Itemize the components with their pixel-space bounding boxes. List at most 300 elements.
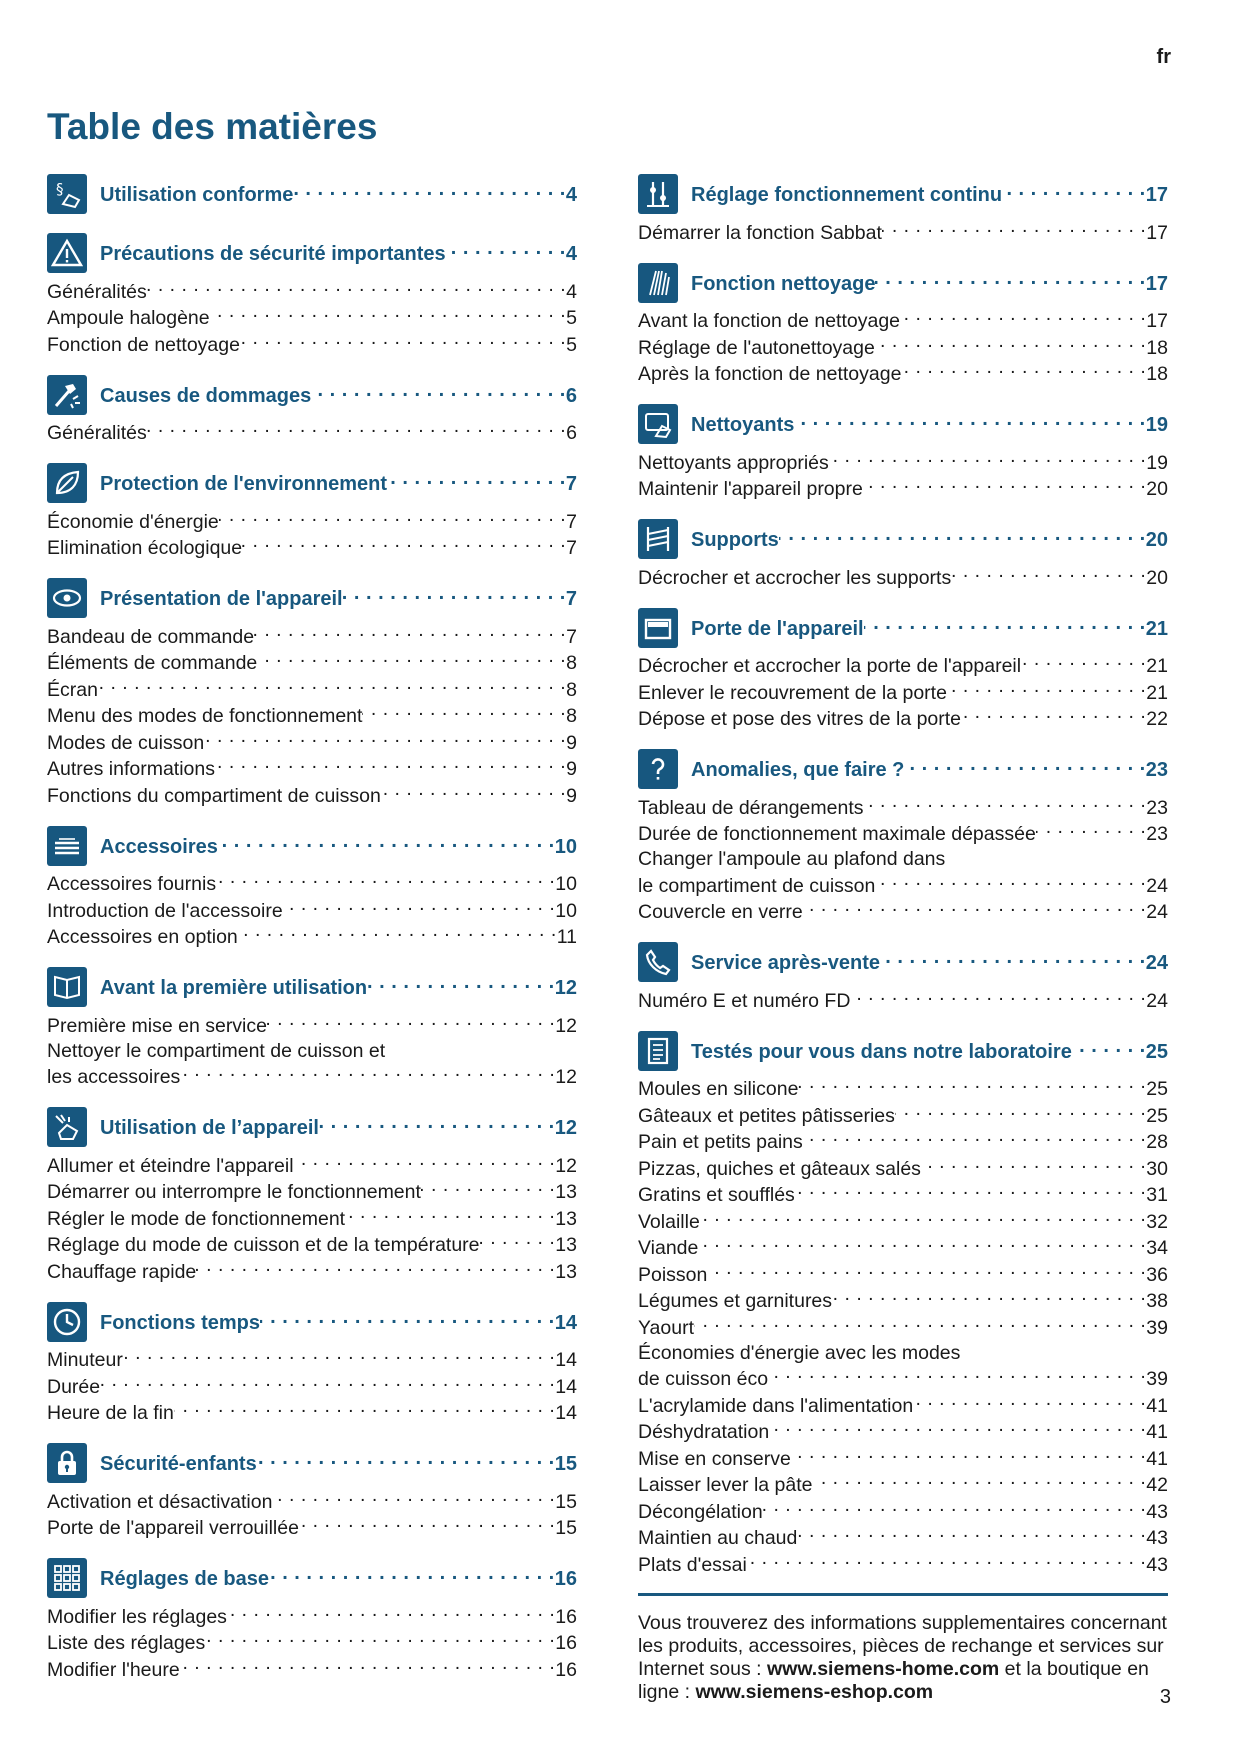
dot-leader <box>803 899 1147 919</box>
toc-entry[interactable] <box>638 1182 1168 1209</box>
toc-section-heading[interactable] <box>638 1029 1168 1073</box>
toc-entries <box>638 987 1168 1014</box>
entry-title: Économie d'énergie <box>47 510 219 533</box>
dot-leader <box>875 270 1145 290</box>
entry-page: 15 <box>555 1490 577 1513</box>
toc-section <box>47 461 577 561</box>
dot-leader <box>947 679 1146 699</box>
toc-entry[interactable] <box>638 1366 1168 1393</box>
dot-leader <box>1021 653 1146 673</box>
toc-section <box>638 261 1168 388</box>
entry-title: Plats d'essai <box>638 1553 747 1576</box>
dot-leader <box>863 476 1146 496</box>
toc-heading-line <box>691 270 1168 296</box>
dot-leader <box>913 1392 1146 1412</box>
entry-page: 32 <box>1146 1210 1168 1233</box>
page-number: 3 <box>1159 1686 1171 1708</box>
toc-heading-line <box>100 181 577 207</box>
toc-section <box>47 824 577 951</box>
dot-leader <box>798 1076 1146 1096</box>
dot-leader <box>260 1309 555 1329</box>
section-title: Fonctions temps <box>100 1311 261 1334</box>
toc-entry[interactable] <box>638 219 1168 246</box>
dot-leader <box>257 1450 555 1470</box>
entry-title: Durée de fonctionnement maximale dépassée <box>638 823 1036 845</box>
entry-page: 36 <box>1146 1263 1168 1286</box>
toc-entry[interactable] <box>47 1400 577 1427</box>
entry-page: 19 <box>1146 451 1168 474</box>
entry-title: Première mise en service <box>47 1014 267 1037</box>
entry-page: 13 <box>555 1234 577 1256</box>
dot-leader <box>343 585 566 605</box>
toc-heading-line <box>100 382 577 408</box>
toc-entry[interactable] <box>638 1392 1168 1419</box>
toc-heading-line <box>691 526 1168 552</box>
toc-heading-line <box>100 1309 577 1335</box>
entry-title: Heure de la fin <box>47 1402 174 1424</box>
section-page: 17 <box>1145 272 1168 295</box>
dot-leader <box>215 756 566 776</box>
toc-section <box>47 373 577 447</box>
toc-entry[interactable] <box>47 729 577 756</box>
toc-section-heading[interactable] <box>638 606 1168 650</box>
entry-title: Activation et désactivation <box>47 1490 273 1513</box>
toc-section-heading[interactable] <box>638 261 1168 305</box>
toc-heading-line <box>100 1450 577 1476</box>
toc-entry[interactable] <box>638 1208 1168 1235</box>
entry-title: Généralités <box>47 280 147 303</box>
page-title: Table des matières <box>47 106 378 147</box>
toc-right-column <box>638 172 1168 1704</box>
toc-entry[interactable] <box>47 1064 577 1091</box>
entry-page: 13 <box>555 1207 577 1230</box>
toc-section-heading[interactable] <box>638 172 1168 216</box>
dot-leader <box>895 1102 1146 1122</box>
toc-heading-line <box>100 974 577 1000</box>
entry-title: Menu des modes de fonctionnement <box>47 705 363 727</box>
toc-entry[interactable] <box>638 653 1168 680</box>
section-title: Avant la première utilisation <box>100 977 368 999</box>
toc-entry[interactable] <box>638 449 1168 476</box>
toc-entry[interactable] <box>638 872 1168 899</box>
toc-entry[interactable] <box>47 897 577 924</box>
toc-entry[interactable] <box>638 1525 1168 1552</box>
entry-title: Modifier l'heure <box>47 1658 180 1681</box>
toc-section-heading[interactable] <box>47 824 577 868</box>
website-link[interactable]: www.siemens-home.com <box>767 1657 1000 1680</box>
entry-title: Viande <box>638 1237 699 1259</box>
entry-page: 43 <box>1146 1553 1168 1576</box>
lock-icon <box>47 1443 87 1483</box>
dot-leader <box>240 331 566 351</box>
toc-section-heading[interactable] <box>47 1300 577 1344</box>
section-page: 7 <box>565 588 577 610</box>
toc-entry[interactable] <box>47 1012 577 1039</box>
hammer-damage-icon <box>47 375 87 415</box>
entry-title: L'acrylamide dans l'alimentation <box>638 1394 914 1417</box>
toc-entry[interactable] <box>638 1419 1168 1446</box>
dot-leader <box>791 1445 1146 1465</box>
entry-title: Volaille <box>638 1210 700 1233</box>
info-paragraph <box>638 1612 1168 1704</box>
dot-leader <box>216 871 555 891</box>
info-text-1: Vous trouverez des informations supplementaires concernant les produits, accessoires, pièces de rechange et services sur Internet sous : <box>638 1611 1167 1680</box>
entry-page: 18 <box>1146 336 1168 359</box>
section-title: Testés pour vous dans notre laboratoire <box>691 1040 1072 1063</box>
toc-section <box>638 402 1168 502</box>
toc-entry[interactable] <box>47 1515 577 1542</box>
entry-page: 23 <box>1146 796 1168 819</box>
entry-page: 8 <box>566 652 577 674</box>
entry-title: Légumes et garnitures <box>638 1290 833 1312</box>
section-page: 10 <box>554 835 577 858</box>
toc-heading-line <box>100 833 577 859</box>
toc-section <box>47 231 577 358</box>
dot-leader <box>829 449 1147 469</box>
toc-entry[interactable] <box>47 1258 577 1285</box>
toc-entry[interactable] <box>47 676 577 703</box>
section-title: Précautions de sécurité importantes <box>100 243 446 265</box>
toc-entry[interactable] <box>47 623 577 650</box>
section-page: 12 <box>554 1117 577 1139</box>
entry-title: Dépose et pose des vitres de la porte <box>638 708 962 730</box>
dot-leader <box>98 676 566 696</box>
toc-entry[interactable] <box>638 476 1168 503</box>
dot-leader <box>1072 1038 1146 1058</box>
oven-door-icon <box>638 608 678 648</box>
toc-entry[interactable] <box>638 1129 1168 1156</box>
entry-page: 24 <box>1146 989 1168 1012</box>
toc-entry[interactable] <box>638 1288 1168 1315</box>
toc-section-heading[interactable] <box>47 172 577 216</box>
toc-section-heading[interactable] <box>638 747 1168 791</box>
section-page: 16 <box>554 1568 577 1590</box>
toc-entry[interactable] <box>47 508 577 535</box>
section-title: Anomalies, que faire ? <box>691 759 905 781</box>
toc-right-sections <box>638 172 1168 1578</box>
entry-page: 24 <box>1146 874 1168 897</box>
toc-heading-line <box>100 1565 577 1591</box>
section-page: 19 <box>1145 414 1168 436</box>
entry-page: 18 <box>1146 363 1168 385</box>
toc-section <box>47 576 577 809</box>
entry-page: 16 <box>555 1658 577 1681</box>
dot-leader <box>880 949 1146 969</box>
entry-title: Généralités <box>47 422 147 444</box>
entry-page: 20 <box>1146 566 1168 589</box>
entry-page: 10 <box>555 899 577 922</box>
section-title: Utilisation conforme <box>100 184 294 206</box>
entry-page: 25 <box>1146 1078 1168 1100</box>
toc-entry[interactable] <box>638 1445 1168 1472</box>
dot-leader <box>763 1498 1147 1518</box>
section-title: Protection de l'environnement <box>100 473 388 495</box>
section-title: Présentation de l'appareil <box>100 588 343 610</box>
toc-entries <box>47 420 577 447</box>
toc-entry[interactable] <box>638 564 1168 591</box>
toc-entry[interactable] <box>47 782 577 809</box>
section-page: 15 <box>554 1453 577 1475</box>
dot-leader <box>707 1261 1146 1281</box>
toc-entry[interactable] <box>638 1551 1168 1578</box>
entry-page: 23 <box>1146 823 1168 845</box>
toc-entry[interactable] <box>638 334 1168 361</box>
entry-page: 7 <box>566 625 577 648</box>
sponge-hand-icon <box>638 404 678 444</box>
question-icon <box>638 749 678 789</box>
toc-entry[interactable] <box>47 1152 577 1179</box>
entry-page: 28 <box>1146 1131 1168 1153</box>
toc-section-heading[interactable] <box>638 940 1168 984</box>
section-title: Causes de dommages <box>100 384 312 407</box>
section-page: 24 <box>1145 952 1168 974</box>
toc-section-heading[interactable] <box>638 517 1168 561</box>
entry-title: Décrocher et accrocher la porte de l'appareil <box>638 655 1022 677</box>
entry-title: Laisser lever la pâte <box>638 1474 813 1496</box>
entry-title: Gâteaux et petites pâtisseries <box>638 1104 895 1127</box>
entry-title: Écran <box>47 678 98 701</box>
toc-section-heading[interactable] <box>47 1441 577 1485</box>
toc-section-heading[interactable] <box>47 1556 577 1600</box>
toc-entry[interactable] <box>47 1603 577 1630</box>
toc-entry[interactable] <box>638 1314 1168 1341</box>
entry-title: Fonction de nettoyage <box>47 333 240 356</box>
entry-page: 14 <box>555 1375 577 1398</box>
toc-entry[interactable] <box>47 535 577 562</box>
toc-entry-first-line: Nettoyer le compartiment de cuisson et <box>47 1039 386 1062</box>
dot-leader <box>219 508 566 528</box>
toc-entry[interactable] <box>638 1498 1168 1525</box>
entry-page: 41 <box>1146 1421 1168 1443</box>
entry-title: Avant la fonction de nettoyage <box>638 310 901 332</box>
dot-leader <box>864 615 1146 635</box>
entry-page: 9 <box>566 784 577 807</box>
dot-leader <box>797 1525 1146 1545</box>
toc-entry[interactable] <box>638 1076 1168 1103</box>
toc-left-column <box>47 172 577 1698</box>
entry-page: 11 <box>556 926 577 948</box>
entry-title: Couvercle en verre <box>638 901 803 923</box>
toc-entry[interactable] <box>47 650 577 677</box>
dot-leader <box>480 1232 556 1252</box>
toc-entry[interactable] <box>47 1179 577 1206</box>
eshop-link[interactable]: www.siemens-eshop.com <box>695 1680 934 1703</box>
toc-section-heading[interactable] <box>47 965 577 1009</box>
svg-text:§: § <box>56 180 64 198</box>
toc-entry[interactable] <box>638 1235 1168 1262</box>
entry-page: 39 <box>1146 1316 1168 1339</box>
cleaning-icon <box>638 263 678 303</box>
entry-title: Maintenir l'appareil propre <box>638 478 863 500</box>
toc-entry[interactable] <box>47 1232 577 1259</box>
toc-entry[interactable] <box>638 794 1168 821</box>
section-title: Accessoires <box>100 835 218 858</box>
entry-title: Allumer et éteindre l'appareil <box>47 1154 294 1177</box>
entry-page: 22 <box>1146 708 1168 730</box>
toc-entry[interactable] <box>47 871 577 898</box>
dot-leader <box>698 1235 1146 1255</box>
dot-leader <box>1002 181 1146 201</box>
toc-section-heading[interactable] <box>47 373 577 417</box>
dot-leader <box>446 240 566 260</box>
toc-entry[interactable] <box>47 1488 577 1515</box>
toc-entries <box>47 278 577 358</box>
entry-title: Bandeau de commande <box>47 625 255 648</box>
toc-entry[interactable] <box>638 1472 1168 1499</box>
dot-leader <box>795 1182 1146 1202</box>
toc-entry[interactable] <box>47 278 577 305</box>
entry-title: Décrocher et accrocher les supports <box>638 566 952 589</box>
toc-section <box>638 606 1168 733</box>
dot-leader <box>1036 821 1146 841</box>
toc-section-heading[interactable] <box>638 402 1168 446</box>
toc-entries <box>638 449 1168 502</box>
toc-entry[interactable] <box>47 1373 577 1400</box>
entry-title: Modifier les réglages <box>47 1605 227 1628</box>
entry-title: Accessoires fournis <box>47 873 217 895</box>
entry-title: Démarrer ou interrompre le fonctionnement <box>47 1181 421 1203</box>
section-title: Réglage fonctionnement continu <box>691 184 1003 206</box>
toc-entry[interactable] <box>47 1630 577 1657</box>
dot-leader <box>875 334 1146 354</box>
toc-heading-line <box>691 756 1168 782</box>
toc-section-heading[interactable] <box>47 1105 577 1149</box>
toc-entries <box>638 308 1168 388</box>
toc-entry[interactable] <box>638 308 1168 335</box>
entry-page: 15 <box>555 1517 577 1539</box>
toc-entry[interactable] <box>638 361 1168 388</box>
toc-section-heading[interactable] <box>47 461 577 505</box>
document-icon <box>638 1031 678 1071</box>
section-title: Supports <box>691 529 779 551</box>
dot-leader <box>900 308 1146 328</box>
dot-leader <box>205 1630 555 1650</box>
dot-leader <box>768 1366 1146 1386</box>
toc-section <box>47 172 577 216</box>
dot-leader <box>257 650 566 670</box>
dot-leader <box>345 1205 555 1225</box>
toc-heading-line <box>100 470 577 496</box>
entry-page: 12 <box>555 1014 577 1037</box>
toc-heading-line <box>691 181 1168 207</box>
entry-title: Chauffage rapide <box>47 1260 197 1283</box>
dot-leader <box>123 1347 555 1367</box>
toc-entry[interactable] <box>638 679 1168 706</box>
toc-entry[interactable] <box>47 703 577 730</box>
toc-entries <box>638 794 1168 925</box>
dot-leader <box>961 706 1146 726</box>
toc-entry[interactable] <box>47 756 577 783</box>
language-code: fr <box>1156 46 1171 68</box>
entry-title: Moules en silicone <box>638 1078 799 1100</box>
dot-leader <box>174 1400 555 1420</box>
entry-page: 31 <box>1146 1184 1168 1206</box>
entry-page: 43 <box>1146 1527 1168 1549</box>
entry-page: 13 <box>555 1260 577 1283</box>
entry-page: 24 <box>1146 901 1168 923</box>
dot-leader <box>319 1114 555 1134</box>
toc-section <box>638 172 1168 246</box>
entry-title: Porte de l'appareil verrouillée <box>47 1517 299 1539</box>
entry-title: Durée <box>47 1375 101 1398</box>
toc-section <box>47 1300 577 1427</box>
entry-title: Elimination écologique <box>47 537 243 559</box>
dot-leader <box>882 219 1146 239</box>
clock-icon <box>47 1302 87 1342</box>
toc-entry[interactable] <box>47 1205 577 1232</box>
toc-section-heading[interactable] <box>47 576 577 620</box>
dot-leader <box>850 987 1146 1007</box>
toc-entry[interactable] <box>47 305 577 332</box>
toc-entry[interactable] <box>47 1347 577 1374</box>
entry-page: 12 <box>555 1154 577 1177</box>
toc-section <box>47 1441 577 1541</box>
toc-entry[interactable] <box>638 899 1168 926</box>
dot-leader <box>218 833 555 853</box>
toc-entry[interactable] <box>47 331 577 358</box>
toc-entry[interactable] <box>638 1102 1168 1129</box>
toc-entries <box>638 564 1168 591</box>
section-title: Porte de l'appareil <box>691 617 864 640</box>
entry-page: 41 <box>1146 1447 1168 1470</box>
dot-leader <box>204 729 566 749</box>
toc-entry[interactable] <box>638 821 1168 848</box>
toc-entry[interactable] <box>47 1656 577 1683</box>
toc-entry[interactable] <box>47 420 577 447</box>
entry-page: 8 <box>566 678 577 701</box>
toc-entry[interactable] <box>47 924 577 951</box>
warning-triangle-icon <box>47 233 87 273</box>
entry-page: 34 <box>1146 1237 1168 1259</box>
entry-title: les accessoires <box>47 1066 181 1088</box>
toc-entries <box>638 653 1168 733</box>
dot-leader <box>832 1288 1146 1308</box>
entry-page: 41 <box>1146 1394 1168 1417</box>
entry-title: Nettoyants appropriés <box>638 451 829 474</box>
entry-title: Minuteur <box>47 1349 123 1371</box>
dot-leader <box>147 278 566 298</box>
toc-entry[interactable] <box>638 1155 1168 1182</box>
entry-page: 12 <box>555 1066 577 1088</box>
entry-title: Yaourt <box>638 1316 695 1339</box>
toc-heading-line <box>691 411 1168 437</box>
entry-title: Ampoule halogène <box>47 307 210 329</box>
section-page: 7 <box>565 473 577 495</box>
toc-entry[interactable] <box>638 706 1168 733</box>
entry-title: Poisson <box>638 1263 708 1286</box>
eye-icon <box>47 578 87 618</box>
toc-entry[interactable] <box>638 987 1168 1014</box>
entry-page: 7 <box>566 510 577 533</box>
dot-leader <box>951 564 1146 584</box>
toc-heading-line <box>691 1038 1168 1064</box>
toc-section <box>638 747 1168 925</box>
dot-leader <box>901 361 1146 381</box>
dot-leader <box>238 924 557 944</box>
toc-entry[interactable] <box>638 1261 1168 1288</box>
entry-title: Modes de cuisson <box>47 731 205 754</box>
dot-leader <box>387 470 566 490</box>
toc-section <box>47 1556 577 1683</box>
entry-page: 38 <box>1146 1290 1168 1312</box>
hand-operate-icon <box>47 1107 87 1147</box>
dot-leader <box>242 535 566 555</box>
toc-section <box>638 1029 1168 1578</box>
dot-leader <box>294 1152 556 1172</box>
toc-section-heading[interactable] <box>47 231 577 275</box>
entry-page: 14 <box>555 1349 577 1371</box>
entry-page: 9 <box>566 758 577 780</box>
